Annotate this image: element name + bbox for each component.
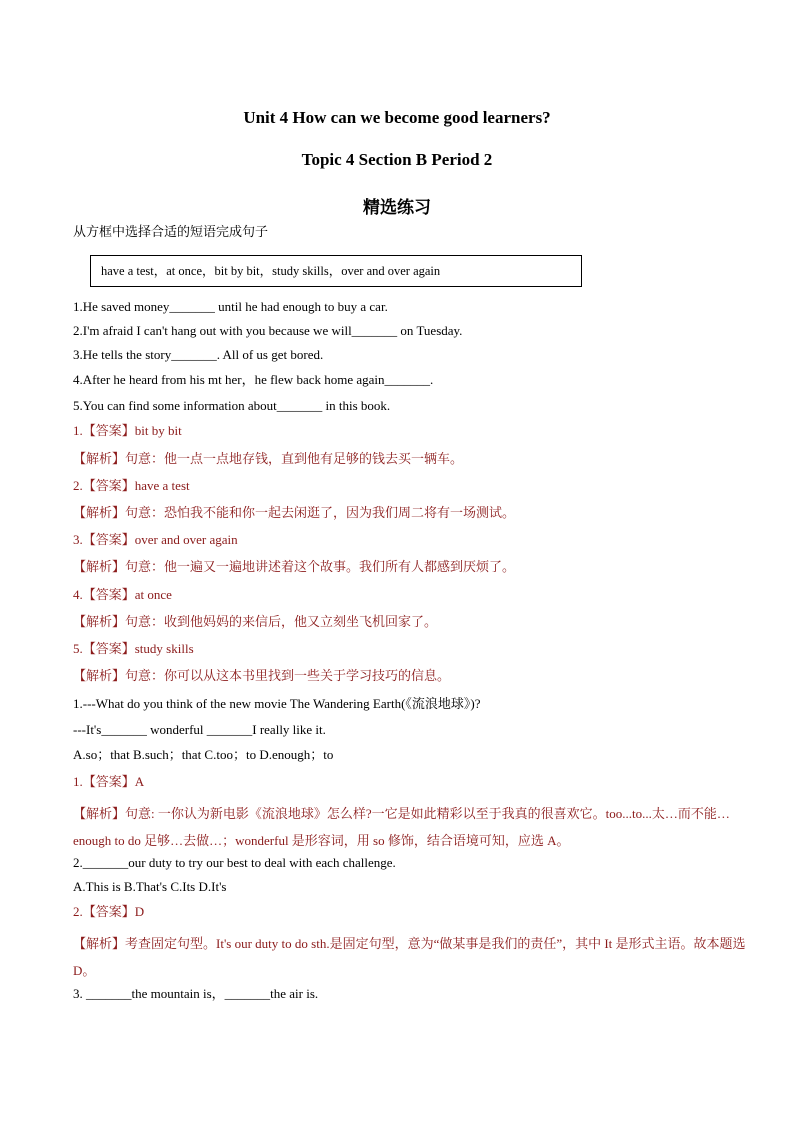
answer-2: 2.【答案】have a test bbox=[73, 478, 190, 493]
analysis-5: 【解析】句意：你可以从这本书里找到一些关于学习技巧的信息。 bbox=[73, 668, 451, 683]
answer-3: 3.【答案】over and over again bbox=[73, 532, 238, 547]
mc-answer-2: 2.【答案】D bbox=[73, 904, 145, 919]
fill-item-3: 3.He tells the story_______. All of us get bored. bbox=[73, 347, 324, 362]
topic-title: Topic 4 Section B Period 2 bbox=[301, 150, 493, 169]
mc-answer-1: 1.【答案】A bbox=[73, 774, 145, 789]
analysis-3: 【解析】句意：他一遍又一遍地讲述着这个故事。我们所有人都感到厌烦了。 bbox=[73, 559, 516, 574]
analysis-2: 【解析】句意：恐怕我不能和你一起去闲逛了，因为我们周二将有一场测试。 bbox=[73, 505, 516, 520]
analysis-1: 【解析】句意：他一点一点地存钱，直到他有足够的钱去买一辆车。 bbox=[73, 451, 464, 466]
unit-title: Unit 4 How can we become good learners? bbox=[243, 108, 551, 127]
fill-item-5: 5.You can find some information about_______ in this book. bbox=[73, 398, 391, 413]
fill-item-2: 2.I'm afraid I can't hang out with you because we will_______ on Tuesday. bbox=[73, 323, 463, 338]
word-box: have a test，at once，bit by bit，study skills，over and over again bbox=[90, 255, 582, 287]
section-title: 精选练习 bbox=[363, 198, 431, 217]
answer-5: 5.【答案】study skills bbox=[73, 641, 194, 656]
mc-question-2: 2._______our duty to try our best to deal with each challenge. bbox=[73, 855, 396, 870]
analysis-4: 【解析】句意：收到他妈妈的来信后，他又立刻坐飞机回家了。 bbox=[73, 614, 438, 629]
mc-analysis-2: 【解析】考查固定句型。It's our duty to do sth.是固定句型，意为“做某事是我们的责任”，其中 It 是形式主语。故本题选 D。 bbox=[73, 936, 746, 978]
mc-analysis-1: 【解析】句意: 一你认为新电影《流浪地球》怎么样?一它是如此精彩以至于我真的很喜欢它。too...to...太…而不能…enough to do 足够…去做…；wonderful 是形容词，用 so 修饰，结合语境可知，应选 A。 bbox=[73, 806, 730, 848]
answer-4: 4.【答案】at once bbox=[73, 587, 172, 602]
fill-item-1: 1.He saved money_______ until he had enough to buy a car. bbox=[73, 299, 388, 314]
mc-question-1-line2: ---It's_______ wonderful _______I really like it. bbox=[73, 722, 326, 737]
mc-options-1: A.so；that B.such；that C.too；to D.enough；to bbox=[73, 747, 334, 762]
fill-item-4: 4.After he heard from his mt her，he flew back home again_______. bbox=[73, 372, 434, 387]
mc-question-3: 3. _______the mountain is，_______the air is. bbox=[73, 986, 319, 1001]
mc-options-2: A.This is B.That's C.Its D.It's bbox=[73, 879, 227, 894]
instruction: 从方框中选择合适的短语完成句子 bbox=[73, 224, 269, 239]
mc-question-1: 1.---What do you think of the new movie The Wandering Earth(《流浪地球》)? bbox=[73, 696, 481, 711]
answer-1: 1.【答案】bit by bit bbox=[73, 423, 182, 438]
